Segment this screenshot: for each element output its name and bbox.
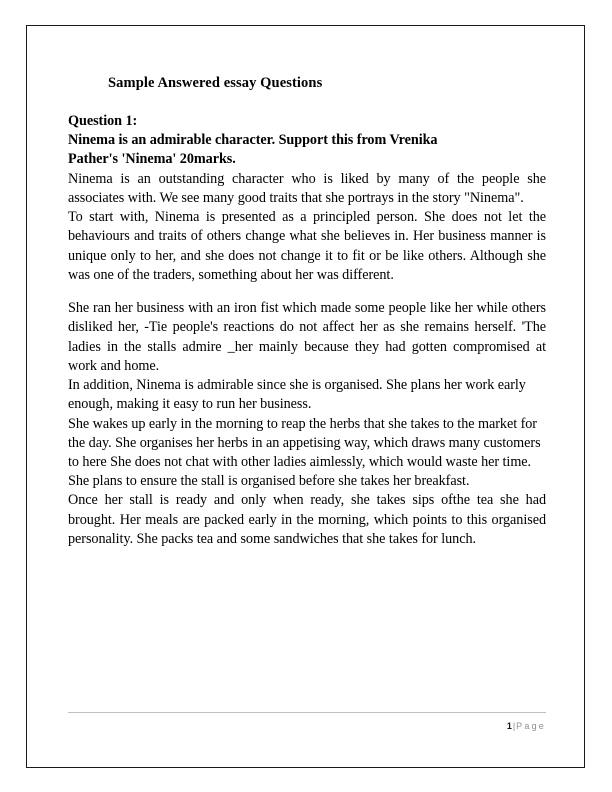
page-content-area — [68, 26, 546, 767]
footer-page-word: Page — [516, 721, 546, 731]
document-page — [26, 25, 585, 768]
essay-paragraph: She wakes up early in the morning to reap the herbs that she takes to the market for the day. She organises her herbs in an appetising way, which draws many customers to here She does not chat with other ladies aimlessly, which would waste her time. She plans to ensure the stall is organised before she takes her breakfast. — [68, 415, 541, 490]
page-title: Sample Answered essay Questions — [108, 75, 323, 91]
page-number-indicator — [68, 721, 546, 731]
essay-paragraph: Once her stall is ready and only when ready, she takes sips ofthe tea she had brought. Her meals are packed early in the morning, which points to this organised personality. She packs tea and some sandwiches that she takes for lunch. — [68, 492, 546, 547]
essay-paragraph: In addition, Ninema is admirable since she is organised. She plans her work early enough, making it easy to run her business. — [68, 377, 526, 413]
page-footer — [68, 712, 546, 731]
essay-paragraph: Ninema is an outstanding character who is liked by many of the people she associates with. We see many good traits that she portrays in the story "Ninema". — [68, 170, 546, 206]
footer-separator: | — [512, 721, 516, 731]
question-label: Question 1: — [68, 113, 138, 129]
essay-body — [68, 112, 546, 549]
footer-page-number: 1 — [506, 721, 512, 731]
question-prompt-line-1: Ninema is an admirable character. Support this from Vrenika — [68, 132, 438, 149]
question-prompt-line-2: Pather's 'Ninema' 20marks. — [68, 151, 236, 168]
footer-divider — [68, 712, 546, 713]
essay-paragraph: She ran her business with an iron fist which made some people like her while others disliked her, -Tie people's reactions do not affect her as she remains herself. 'The ladies in the stalls admire _her mainly because they had gotten compromised at work and home. — [68, 300, 546, 374]
essay-paragraph: To start with, Ninema is presented as a principled person. She does not let the behaviours and traits of others change what she believes in. Her business manner is unique only to her, and she does not change it to fit or be like others. Although she was one of the traders, something about her was different. — [68, 209, 546, 283]
